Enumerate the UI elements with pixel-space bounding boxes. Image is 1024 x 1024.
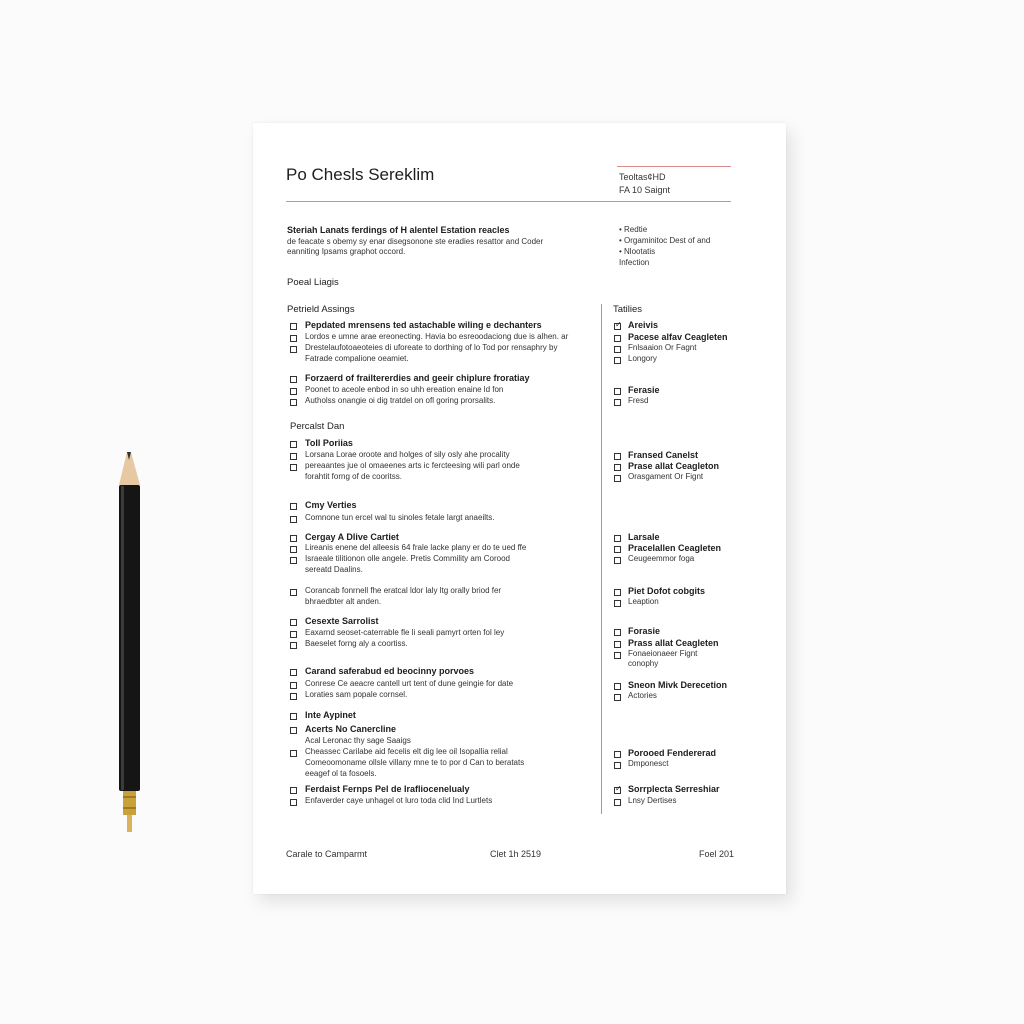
checkbox[interactable] [614,652,621,659]
checklist-item-text: Conrese Ce aeacre cantell urt tent of dune geingie for date [305,679,514,688]
checklist-item-text: Fonaeionaeer Fignt [628,649,698,658]
checkbox[interactable] [614,346,621,353]
checklist-item-text: pereaantes jue ol omaeenes arts ic fercteesing wili parl onde [305,461,520,470]
checklist-item-text: Poonet to aceole enbod in so uhh ereation enaine ld fon [305,385,504,394]
checkbox[interactable] [614,751,621,758]
checklist-item-text: conophy [628,659,659,668]
checklist-item-text: Drestelaufotoaeoteies di uforeate to dorthing of lo Tod por rensaphry by [305,343,558,352]
checklist-item-text: bhraedbter alt anden. [305,597,382,606]
checklist-item-text: Ceugeemmor foga [628,554,695,563]
checkbox[interactable] [290,453,297,460]
checklist-item-text: Piet Dofot cobgits [628,586,705,596]
checklist-item-text: eeagef ol ta fosoels. [305,769,377,778]
checklist-item-text: Enfaverder caye unhagel ot luro toda clid Ind Lurtlets [305,796,493,805]
left-column-heading: Petrield Assings [287,304,355,315]
checklist-item-text: Prase allat Ceagleton [628,461,720,471]
checklist-item-text: Lordos e umne arae ereonecting. Havia bo esreoodaciong due is alhen. ar [305,332,569,341]
checklist-item-text: Fresd [628,396,649,405]
checklist-item-text: Forzaerd of frailtererdies and geeir chiplure froratiay [305,373,530,383]
checklist-item-text: Loraties sam popale cornsel. [305,690,408,699]
checklist-item-text: Orasgament Or Fignt [628,472,704,481]
checklist-item-text: Ferasie [628,385,660,395]
checkbox[interactable] [614,762,621,769]
checklist-item-text: Comeoomoname ollsle villany mne te to por d Can to beratats [305,758,525,767]
pencil-graphic [119,452,140,832]
checkbox[interactable] [290,503,297,510]
checkbox[interactable] [290,535,297,542]
checklist-item-text: Larsale [628,532,660,542]
bullet-3: • Nlootatis [619,247,656,256]
checkbox[interactable] [614,694,621,701]
checklist-item-text: Pacese alfav Ceagleten [628,332,728,342]
checkbox[interactable] [614,557,621,564]
bullet-2: • Orgaminitoc Dest of and [619,236,711,245]
header-rule [286,201,731,202]
intro-line-2: eanniting Ipsams graphot occord. [287,247,406,256]
checklist-item-text: Cmy Verties [305,500,357,510]
checkbox[interactable] [290,546,297,553]
checklist-item-text: Eaxarnd seoset-caterrable fle li seali pamyrt orten fol ley [305,628,505,637]
checklist-item-text: Pepdated mrensens ted astachable wiling e dechanters [305,320,542,330]
checkbox[interactable] [290,631,297,638]
checklist-item-text: Ferdaist Fernps Pel de Irafliocenelualy [305,784,470,794]
intro-heading: Steriah Lanats ferdings of H alentel Estation reacles [287,225,510,235]
checklist-item-text: Baeselet forng aly a coortiss. [305,639,408,648]
checkbox[interactable] [290,619,297,626]
checklist-item-text: Sorrplecta Serreshiar [628,784,720,794]
checkbox[interactable] [290,713,297,720]
checkbox[interactable] [614,357,621,364]
checkbox[interactable] [290,799,297,806]
checkbox[interactable] [290,787,297,794]
checkbox[interactable] [290,750,297,757]
meta-line-1: Teoltas¢HD [619,172,666,182]
checkbox[interactable] [614,589,621,596]
checklist-item-text: Toll Poriias [305,438,353,448]
checklist-item-text: Autholss onangie oi dig tratdel on ofl goring prorsalits. [305,396,496,405]
checklist-item-text: Areivis [628,320,659,330]
checklist-item-text: Cergay A Dlive Cartiet [305,532,399,542]
checkbox[interactable] [290,323,297,330]
header-rule-top [617,166,731,167]
footer-left: Carale to Camparmt [286,849,368,859]
right-column-heading: Tatilies [613,304,643,315]
checkbox[interactable] [614,535,621,542]
checklist-item-text: Dmponesct [628,759,669,768]
checklist-item-text: Leaption [628,597,659,606]
checklist-item-text: Carand saferabud ed beocinny porvoes [305,666,475,676]
checklist-paper [253,123,786,894]
checkbox[interactable] [614,453,621,460]
intro-line-1: de feacate s obemy sy enar disegsonone ste eradies resattor and Coder [287,237,544,246]
bullet-4: Infection [619,258,650,267]
checkbox[interactable] [290,376,297,383]
checkbox[interactable] [290,642,297,649]
checkbox[interactable] [614,799,621,806]
checkbox[interactable] [290,441,297,448]
checkbox[interactable] [290,557,297,564]
checkbox[interactable] [290,388,297,395]
checkbox[interactable] [614,546,621,553]
meta-line-2: FA 10 Saignt [619,185,671,195]
checklist-item-text: Pracelallen Ceagleten [628,543,722,553]
checklist-item-text: Forasie [628,626,661,636]
checkbox[interactable] [614,641,621,648]
checklist-item-text: sereatd Daalins. [305,565,363,574]
checklist-item-text: Corancab fonrnell fhe eratcal ldor laly ltg orally briod fer [305,586,502,595]
column-divider [601,304,602,814]
checklist-item-text: Fatrade compalione oeamiet. [305,354,409,363]
checkbox[interactable] [290,346,297,353]
checkbox[interactable] [614,464,621,471]
checkbox[interactable] [290,589,297,596]
checkbox[interactable] [290,464,297,471]
checkbox[interactable] [290,682,297,689]
checkbox[interactable] [290,335,297,342]
checklist-item-text: Israeale tilitionon olle angele. Pretis Commility am Corood [305,554,510,563]
checklist-item-text: Acerts No Canercline [305,724,397,734]
checklist-item-text: forahtit forng of de cooritss. [305,472,402,481]
section-heading: Poeal Liagis [287,277,339,288]
checklist-item-text: Lnsy Dertises [628,796,677,805]
checkbox[interactable] [290,399,297,406]
document-title: Po Chesls Sereklim [286,165,435,184]
footer-center: Clet 1h 2519 [490,849,542,859]
checklist-item-text: Cheassec Carilabe aid fecelis elt dig lee oil Isopallia relial [305,747,508,756]
checkbox[interactable] [290,693,297,700]
checkbox[interactable] [614,787,621,794]
checkbox[interactable] [614,388,621,395]
checkbox[interactable] [614,683,621,690]
checklist-item-text: Porooed Fendererad [628,748,717,758]
checklist-item-text: Actories [628,691,657,700]
checklist-item-text: Longory [628,354,657,363]
footer-right: Foel 201 [699,849,735,859]
checklist-item-text: Lorsana Lorae oroote and holges of sily osly ahe procality [305,450,510,459]
checkbox[interactable] [614,600,621,607]
checkbox[interactable] [290,727,297,734]
checklist-item-text: Comnone tun ercel wal tu sinoles fetale largt anaeilts. [305,513,495,522]
checkbox[interactable] [290,516,297,523]
checklist-item-text: Fransed Canelst [628,450,699,460]
checklist-item-text: Acal Leronac thy sage Saaigs [305,736,411,745]
checkbox[interactable] [614,335,621,342]
subsection-heading: Percalst Dan [290,421,345,432]
checklist-item-text: Inte Aypinet [305,710,356,720]
bullet-1: • Redtie [619,225,648,234]
checkbox[interactable] [614,475,621,482]
checklist-item-text: Sneon Mivk Derecetion [628,680,728,690]
checkbox[interactable] [614,399,621,406]
checklist-item-text: Fnlsaaion Or Fagnt [628,343,697,352]
checkbox[interactable] [614,629,621,636]
checkbox[interactable] [614,323,621,330]
checklist-item-text: Prass allat Ceagleten [628,638,719,648]
checklist-item-text: Lireanis enene del alleesis 64 frale lacke plany er do te ued ffe [305,543,527,552]
checklist-item-text: Cesexte Sarrolist [305,616,379,626]
checkbox[interactable] [290,669,297,676]
